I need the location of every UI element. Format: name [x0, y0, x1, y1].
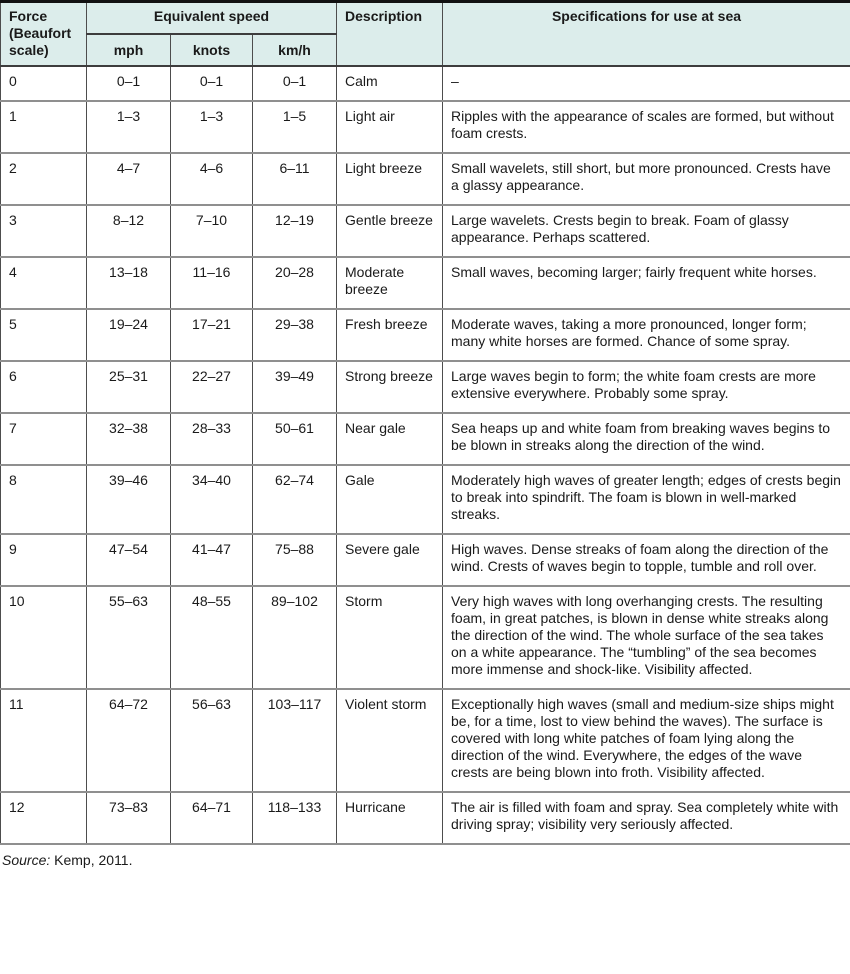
cell-knots: 48–55 — [171, 586, 253, 689]
cell-specifications: Large waves begin to form; the white foam crests are more extensive everywhere. Probably some spray. — [443, 361, 850, 413]
cell-force: 11 — [1, 689, 87, 792]
cell-mph: 4–7 — [87, 153, 171, 205]
table-row — [1, 689, 850, 792]
cell-specifications: Large wavelets. Crests begin to break. Foam of glassy appearance. Perhaps scattered. — [443, 205, 850, 257]
cell-force: 0 — [1, 66, 87, 101]
cell-specifications: – — [443, 66, 850, 101]
source-label: Source: — [2, 852, 51, 868]
cell-kmh: 0–1 — [253, 66, 337, 101]
cell-kmh: 29–38 — [253, 309, 337, 361]
cell-knots: 17–21 — [171, 309, 253, 361]
cell-knots: 0–1 — [171, 66, 253, 101]
table-row — [1, 205, 850, 257]
cell-knots: 56–63 — [171, 689, 253, 792]
cell-force: 12 — [1, 792, 87, 844]
cell-description: Violent storm — [337, 689, 443, 792]
cell-specifications: Small wavelets, still short, but more pronounced. Crests have a glassy appearance. — [443, 153, 850, 205]
header-mph: mph — [87, 34, 171, 66]
cell-knots: 7–10 — [171, 205, 253, 257]
cell-force: 7 — [1, 413, 87, 465]
cell-description: Moderate breeze — [337, 257, 443, 309]
cell-knots: 41–47 — [171, 534, 253, 586]
header-specifications: Specifications for use at sea — [443, 2, 850, 67]
table-row — [1, 792, 850, 844]
cell-kmh: 20–28 — [253, 257, 337, 309]
header-row-top — [1, 2, 850, 35]
cell-description: Storm — [337, 586, 443, 689]
cell-kmh: 62–74 — [253, 465, 337, 534]
table-row — [1, 534, 850, 586]
cell-kmh: 75–88 — [253, 534, 337, 586]
cell-specifications: Very high waves with long overhanging crests. The resulting foam, in great patches, is blown in dense white streaks along the direction of the wind. The whole surface of the sea takes on a white appearance. The “tumbling” of the sea becomes more immense and shock-like. Visibility affected. — [443, 586, 850, 689]
header-description: Description — [337, 2, 443, 67]
cell-description: Light air — [337, 101, 443, 153]
cell-description: Severe gale — [337, 534, 443, 586]
cell-specifications: Moderate waves, taking a more pronounced, longer form; many white horses are formed. Chance of some spray. — [443, 309, 850, 361]
table-row — [1, 586, 850, 689]
cell-force: 4 — [1, 257, 87, 309]
cell-specifications: Sea heaps up and white foam from breaking waves begins to be blown in streaks along the direction of the wind. — [443, 413, 850, 465]
cell-force: 8 — [1, 465, 87, 534]
cell-specifications: Moderately high waves of greater length; edges of crests begin to break into spindrift. The foam is blown in well-marked streaks. — [443, 465, 850, 534]
cell-mph: 73–83 — [87, 792, 171, 844]
cell-description: Near gale — [337, 413, 443, 465]
cell-knots: 4–6 — [171, 153, 253, 205]
cell-force: 1 — [1, 101, 87, 153]
cell-mph: 0–1 — [87, 66, 171, 101]
cell-specifications: Small waves, becoming larger; fairly frequent white horses. — [443, 257, 850, 309]
table-row — [1, 309, 850, 361]
table-row — [1, 413, 850, 465]
cell-kmh: 50–61 — [253, 413, 337, 465]
cell-knots: 22–27 — [171, 361, 253, 413]
table-row — [1, 101, 850, 153]
cell-force: 5 — [1, 309, 87, 361]
header-force: Force (Beaufort scale) — [1, 2, 87, 67]
cell-kmh: 39–49 — [253, 361, 337, 413]
cell-kmh: 118–133 — [253, 792, 337, 844]
cell-kmh: 12–19 — [253, 205, 337, 257]
cell-mph: 25–31 — [87, 361, 171, 413]
cell-mph: 39–46 — [87, 465, 171, 534]
cell-force: 3 — [1, 205, 87, 257]
cell-description: Light breeze — [337, 153, 443, 205]
cell-mph: 13–18 — [87, 257, 171, 309]
cell-description: Calm — [337, 66, 443, 101]
cell-mph: 32–38 — [87, 413, 171, 465]
cell-knots: 34–40 — [171, 465, 253, 534]
cell-description: Gentle breeze — [337, 205, 443, 257]
header-kmh: km/h — [253, 34, 337, 66]
cell-specifications: Ripples with the appearance of scales are formed, but without foam crests. — [443, 101, 850, 153]
cell-knots: 64–71 — [171, 792, 253, 844]
header-equivalent-speed: Equivalent speed — [87, 2, 337, 35]
header-knots: knots — [171, 34, 253, 66]
table-row — [1, 66, 850, 101]
cell-force: 10 — [1, 586, 87, 689]
cell-specifications: Exceptionally high waves (small and medium-size ships might be, for a time, lost to view behind the waves). The surface is covered with long white patches of foam lying along the direction of the wind. Everywhere, the edges of the wave crests are being blown into froth. Visibility affected. — [443, 689, 850, 792]
table-row — [1, 465, 850, 534]
cell-description: Gale — [337, 465, 443, 534]
source-note — [0, 845, 850, 874]
cell-knots: 1–3 — [171, 101, 253, 153]
cell-kmh: 89–102 — [253, 586, 337, 689]
table-header — [1, 2, 850, 67]
cell-knots: 28–33 — [171, 413, 253, 465]
cell-description: Hurricane — [337, 792, 443, 844]
table-row — [1, 361, 850, 413]
cell-force: 6 — [1, 361, 87, 413]
cell-mph: 47–54 — [87, 534, 171, 586]
cell-specifications: The air is filled with foam and spray. Sea completely white with driving spray; visibility very seriously affected. — [443, 792, 850, 844]
table-body — [1, 66, 850, 844]
cell-kmh: 6–11 — [253, 153, 337, 205]
cell-specifications: High waves. Dense streaks of foam along the direction of the wind. Crests of waves begin to topple, tumble and roll over. — [443, 534, 850, 586]
cell-mph: 8–12 — [87, 205, 171, 257]
cell-knots: 11–16 — [171, 257, 253, 309]
cell-mph: 64–72 — [87, 689, 171, 792]
source-text: Kemp, 2011. — [50, 852, 133, 868]
cell-description: Strong breeze — [337, 361, 443, 413]
cell-force: 9 — [1, 534, 87, 586]
table-row — [1, 257, 850, 309]
cell-mph: 1–3 — [87, 101, 171, 153]
cell-kmh: 103–117 — [253, 689, 337, 792]
cell-mph: 55–63 — [87, 586, 171, 689]
cell-description: Fresh breeze — [337, 309, 443, 361]
table-row — [1, 153, 850, 205]
cell-kmh: 1–5 — [253, 101, 337, 153]
cell-mph: 19–24 — [87, 309, 171, 361]
cell-force: 2 — [1, 153, 87, 205]
